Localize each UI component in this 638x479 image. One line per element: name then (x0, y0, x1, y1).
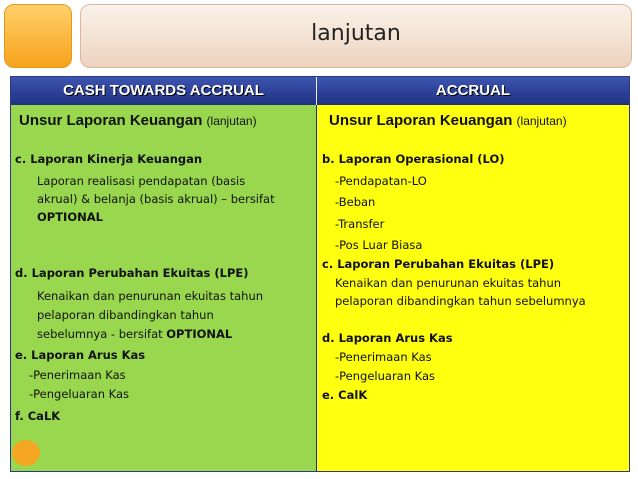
right-b-item4: -Pos Luar Biasa (335, 238, 423, 252)
left-subtitle-text: Unsur Laporan Keuangan (19, 112, 203, 129)
header-accrual: ACCRUAL (316, 77, 629, 105)
decorative-orange-tab (4, 4, 72, 68)
left-d-line3 (37, 327, 232, 341)
left-e-heading: e. Laporan Arus Kas (15, 348, 146, 362)
left-c-line3: OPTIONAL (37, 210, 103, 224)
right-b-heading: b. Laporan Operasional (LO) (322, 152, 505, 166)
column-accrual (316, 105, 629, 471)
right-b-item3: -Transfer (335, 217, 385, 231)
right-b-item1: -Pendapatan-LO (335, 174, 427, 188)
right-subtitle (329, 112, 567, 129)
column-cash-towards-accrual (11, 105, 316, 471)
left-d-heading: d. Laporan Perubahan Ekuitas (LPE) (15, 266, 249, 280)
left-d-line1: Kenaikan dan penurunan ekuitas tahun (37, 289, 264, 303)
right-c-line2: pelaporan dibandingkan tahun sebelumnya (335, 294, 586, 308)
right-e-heading: e. CalK (322, 388, 368, 402)
left-f-heading: f. CaLK (15, 409, 61, 423)
left-subtitle-note: (lanjutan) (206, 114, 257, 128)
left-c-heading: c. Laporan Kinerja Keuangan (15, 152, 203, 166)
right-d-item2: -Pengeluaran Kas (335, 369, 436, 383)
left-c-line2: akrual) & belanja (basis akrual) – bersifat (37, 192, 275, 206)
left-subtitle (19, 112, 257, 129)
title-bar (80, 4, 632, 68)
left-d-line3-bold: OPTIONAL (166, 327, 233, 341)
right-subtitle-note: (lanjutan) (516, 114, 567, 128)
page-title: lanjutan (311, 21, 401, 46)
decorative-orange-dot (12, 440, 40, 466)
left-d-line2: pelaporan dibandingkan tahun (37, 308, 214, 322)
right-b-item2: -Beban (335, 195, 376, 209)
left-d-line3-text: sebelumnya - bersifat (37, 327, 167, 341)
right-d-heading: d. Laporan Arus Kas (322, 331, 453, 345)
right-c-heading: c. Laporan Perubahan Ekuitas (LPE) (322, 257, 555, 271)
left-e-item2: -Pengeluaran Kas (29, 387, 130, 401)
right-c-line1: Kenaikan dan penurunan ekuitas tahun (335, 276, 562, 290)
left-c-line1: Laporan realisasi pendapatan (basis (37, 174, 246, 188)
right-subtitle-text: Unsur Laporan Keuangan (329, 112, 513, 129)
right-d-item1: -Penerimaan Kas (335, 350, 432, 364)
comparison-table (10, 76, 630, 472)
left-e-item1: -Penerimaan Kas (29, 368, 126, 382)
header-cash-towards-accrual: CASH TOWARDS ACCRUAL (11, 77, 316, 105)
